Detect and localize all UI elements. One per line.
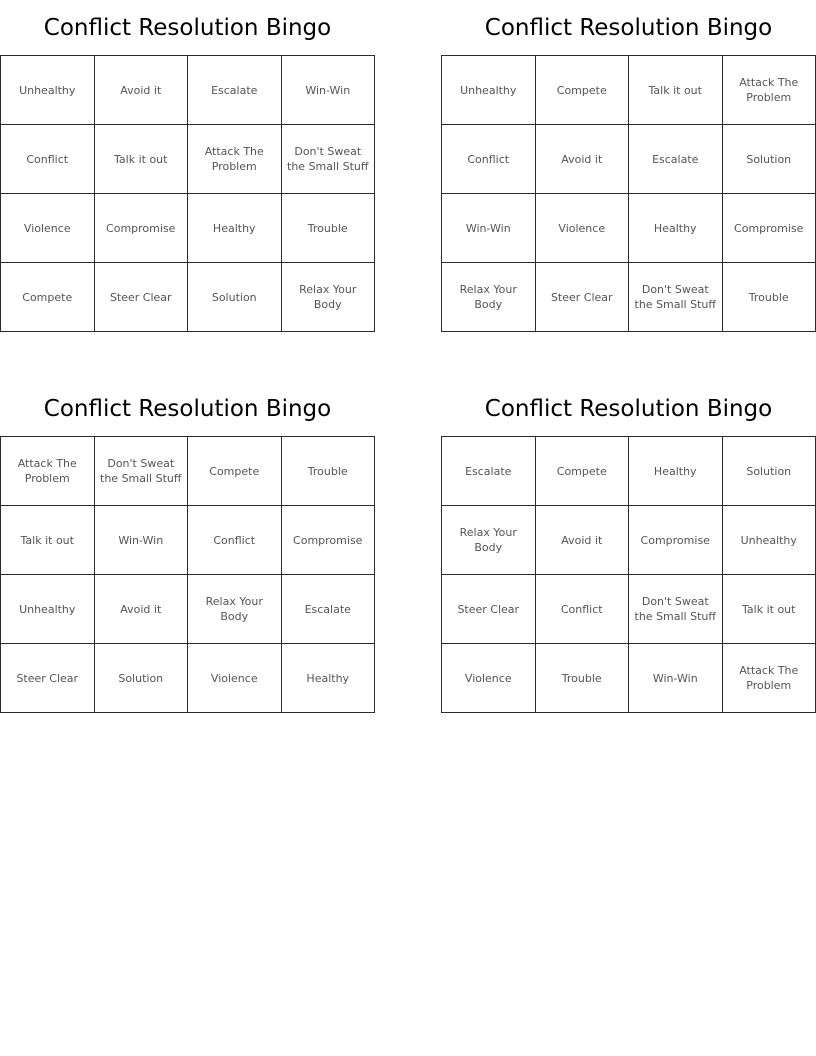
bingo-cell: Unhealthy — [442, 56, 536, 125]
bingo-cell: Trouble — [722, 263, 816, 332]
bingo-cell: Don't Sweat the Small Stuff — [94, 437, 188, 506]
bingo-cell: Trouble — [535, 644, 629, 713]
bingo-cell: Unhealthy — [1, 56, 95, 125]
bingo-cell: Talk it out — [629, 56, 723, 125]
grid-row — [442, 263, 816, 332]
bingo-cell: Violence — [535, 194, 629, 263]
bingo-cell: Compete — [535, 437, 629, 506]
bingo-cell: Compete — [1, 263, 95, 332]
bingo-cell: Attack The Problem — [722, 56, 816, 125]
bingo-cell: Win-Win — [442, 194, 536, 263]
grid-row — [442, 644, 816, 713]
bingo-cell: Relax Your Body — [281, 263, 375, 332]
bingo-cell: Attack The Problem — [722, 644, 816, 713]
grid-row — [1, 125, 375, 194]
bingo-cell: Healthy — [281, 644, 375, 713]
bingo-cell: Don't Sweat the Small Stuff — [629, 263, 723, 332]
bingo-cell: Attack The Problem — [1, 437, 95, 506]
card-title: Conflict Resolution Bingo — [43, 396, 332, 422]
bingo-cell: Solution — [722, 437, 816, 506]
bingo-cell: Healthy — [629, 194, 723, 263]
bingo-grid — [0, 436, 375, 713]
bingo-cell: Don't Sweat the Small Stuff — [281, 125, 375, 194]
bingo-grid — [0, 55, 375, 332]
card-title: Conflict Resolution Bingo — [484, 396, 773, 422]
bingo-grid — [441, 436, 816, 713]
bingo-card-4 — [441, 381, 816, 713]
grid-row — [442, 506, 816, 575]
card-title: Conflict Resolution Bingo — [43, 15, 332, 41]
bingo-cell: Escalate — [629, 125, 723, 194]
bingo-cell: Avoid it — [94, 56, 188, 125]
grid-row — [1, 263, 375, 332]
grid-row — [442, 575, 816, 644]
grid-row — [442, 56, 816, 125]
bingo-cell: Avoid it — [535, 125, 629, 194]
bingo-cell: Avoid it — [94, 575, 188, 644]
bingo-cell: Relax Your Body — [188, 575, 282, 644]
grid-row — [1, 194, 375, 263]
bingo-cell: Compromise — [281, 506, 375, 575]
grid-row — [1, 56, 375, 125]
bingo-cell: Solution — [188, 263, 282, 332]
bingo-cell: Compete — [535, 56, 629, 125]
bingo-cell: Steer Clear — [1, 644, 95, 713]
grid-row — [442, 437, 816, 506]
bingo-card-3 — [0, 381, 375, 713]
bingo-cell: Unhealthy — [722, 506, 816, 575]
card-title: Conflict Resolution Bingo — [484, 15, 773, 41]
bingo-cell: Escalate — [188, 56, 282, 125]
bingo-cell: Conflict — [442, 125, 536, 194]
bingo-cell: Compromise — [94, 194, 188, 263]
bingo-cell: Healthy — [188, 194, 282, 263]
bingo-cell: Healthy — [629, 437, 723, 506]
bingo-grid — [441, 55, 816, 332]
grid-row — [1, 506, 375, 575]
bingo-cell: Violence — [188, 644, 282, 713]
bingo-cell: Trouble — [281, 437, 375, 506]
bingo-cell: Escalate — [442, 437, 536, 506]
bingo-cell: Solution — [722, 125, 816, 194]
bingo-cell: Solution — [94, 644, 188, 713]
bingo-cell: Violence — [1, 194, 95, 263]
bingo-cell: Escalate — [281, 575, 375, 644]
bingo-cell: Attack The Problem — [188, 125, 282, 194]
grid-row — [1, 575, 375, 644]
bingo-cell: Avoid it — [535, 506, 629, 575]
bingo-cell: Conflict — [188, 506, 282, 575]
bingo-cell: Relax Your Body — [442, 263, 536, 332]
bingo-cell: Compromise — [722, 194, 816, 263]
grid-row — [442, 194, 816, 263]
bingo-cell: Trouble — [281, 194, 375, 263]
bingo-cell: Talk it out — [94, 125, 188, 194]
bingo-cell: Talk it out — [722, 575, 816, 644]
grid-row — [1, 644, 375, 713]
bingo-cell: Talk it out — [1, 506, 95, 575]
bingo-cell: Conflict — [1, 125, 95, 194]
grid-row — [442, 125, 816, 194]
bingo-card-2 — [441, 0, 816, 332]
bingo-cell: Steer Clear — [94, 263, 188, 332]
bingo-cell: Steer Clear — [442, 575, 536, 644]
bingo-cell: Relax Your Body — [442, 506, 536, 575]
bingo-cell: Conflict — [535, 575, 629, 644]
bingo-card-1 — [0, 0, 375, 332]
bingo-cell: Win-Win — [281, 56, 375, 125]
bingo-cell: Compete — [188, 437, 282, 506]
bingo-cell: Win-Win — [629, 644, 723, 713]
bingo-cell: Violence — [442, 644, 536, 713]
bingo-cell: Unhealthy — [1, 575, 95, 644]
bingo-cell: Don't Sweat the Small Stuff — [629, 575, 723, 644]
bingo-cell: Win-Win — [94, 506, 188, 575]
bingo-cell: Compromise — [629, 506, 723, 575]
grid-row — [1, 437, 375, 506]
bingo-cell: Steer Clear — [535, 263, 629, 332]
